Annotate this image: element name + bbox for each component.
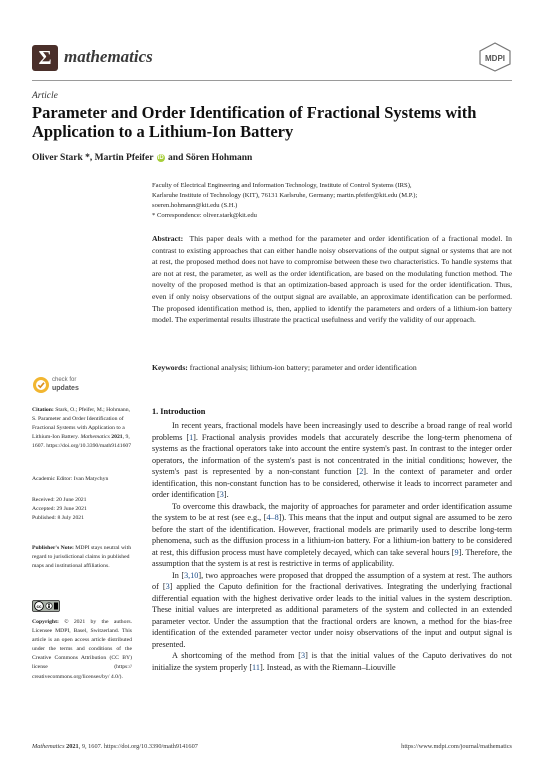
citation-link[interactable]: 1 bbox=[189, 432, 194, 442]
paragraph bbox=[152, 650, 512, 673]
body-text bbox=[152, 420, 512, 673]
authors-part-1[interactable]: Oliver Stark *, Martin Pfeifer bbox=[32, 153, 154, 163]
affiliation-line: soeren.hohmann@kit.edu (S.H.) bbox=[152, 202, 238, 209]
text-run: ], two approaches were proposed that dropped the assumption of a system at rest. The authors of [ bbox=[152, 570, 512, 591]
mdpi-logo-icon[interactable] bbox=[478, 42, 512, 72]
creative-commons-icon[interactable] bbox=[32, 600, 60, 612]
citation-label: Citation: bbox=[32, 407, 54, 413]
publisher-note bbox=[32, 544, 132, 571]
footer-citation bbox=[32, 743, 198, 750]
author-list bbox=[32, 153, 252, 163]
keywords-label: Keywords: bbox=[152, 363, 188, 372]
copyright-block bbox=[32, 618, 132, 682]
text-run: ] is that the initial values of the Caputo derivatives do not initialize the system properly [ bbox=[152, 651, 513, 672]
check-updates-icon bbox=[32, 376, 50, 394]
footer-journal: Mathematics bbox=[32, 743, 65, 750]
text-run: In [ bbox=[172, 570, 185, 580]
orcid-icon[interactable]: iD bbox=[157, 155, 164, 161]
paragraph bbox=[152, 570, 512, 651]
citation-link[interactable]: 4–8 bbox=[266, 513, 279, 522]
published-date: Published: 8 July 2021 bbox=[32, 515, 84, 522]
keywords-text: fractional analysis; lithium-ion battery; parameter and order identification bbox=[189, 363, 417, 372]
citation-doi[interactable]: , 9, 1607. https://doi.org/10.3390/math9141607 bbox=[32, 434, 132, 450]
citation-link[interactable]: 9 bbox=[454, 547, 459, 557]
citation-link[interactable]: 3 bbox=[301, 651, 306, 660]
text-run: ]. Therefore, the assumption that the system is at rest is restrictive in terms of applicability. bbox=[152, 547, 512, 568]
text-run: ]). This means that the input and output signal are assumed to be zero before the start of the identification. However, fractional models are primarily used to describe long-term phenomena, such as the diffusion process in a lithium-ion battery. For a lithium-ion battery to be considered at rest, this diffusion process must have completely decayed, which can take several hours [ bbox=[152, 513, 512, 557]
publisher-note-text: MDPI stays neutral with regard to jurisdictional claims in published maps and institutional affiliations. bbox=[32, 545, 132, 570]
journal-name[interactable]: mathematics bbox=[64, 47, 153, 66]
paper-title: Parameter and Order Identification of Fractional Systems with Application to a Lithium-Ion Battery bbox=[32, 103, 477, 141]
affiliations bbox=[152, 181, 512, 221]
text-run: ]. Fractional analysis provides models that accurately describe the long-term phenomena of systems as the fractional operators take into account the entire system's past. In contrast to the integer order operators, the information of the system's past is not concentrated in the initial conditions; however, the system's past is represented by a non-constant function [ bbox=[152, 432, 512, 476]
academic-editor: Academic Editor: Ivan Matychyn bbox=[32, 476, 109, 482]
check-updates-line1: check for bbox=[52, 377, 77, 383]
citation-year: 2021 bbox=[111, 434, 123, 441]
copyright-label: Copyright: bbox=[32, 619, 59, 625]
paragraph bbox=[152, 420, 512, 501]
abstract bbox=[152, 233, 512, 326]
affiliation-line: Karlsruhe Institute of Technology (KIT), 76131 Karlsruhe, Germany; martin.pfeifer@kit.edu (M.P.); bbox=[152, 192, 418, 199]
section-heading: 1. Introduction bbox=[152, 407, 206, 416]
citation-block bbox=[32, 406, 132, 451]
text-run: ]. In the context of parameter and order identification, this non-constant function has to be considered, otherwise it leads to incorrect parameter and order identification [ bbox=[152, 467, 512, 499]
publisher-note-label: Publisher's Note: bbox=[32, 545, 74, 551]
footer-doi[interactable]: , 9, 1607. https://doi.org/10.3390/math9141607 bbox=[78, 743, 198, 750]
citation-link[interactable]: 11 bbox=[252, 662, 260, 672]
journal-logo-icon: Σ bbox=[32, 45, 58, 71]
text-run: ]. Instead, as with the Riemann–Liouville bbox=[259, 662, 396, 672]
text-run: To overcome this drawback, the majority of approaches for parameter and order identification assume the system to be at rest (see e.g., [ bbox=[152, 501, 512, 522]
citation-link[interactable]: 3,10 bbox=[184, 570, 199, 580]
footer-year: 2021 bbox=[66, 743, 79, 750]
text-run: ] applied the Caputo definition for the fractional derivatives. Integrating the underlying fractional differential equation with the highest derivative order leads to the initial values in the system description. These initial values are interpreted as additional parameters of the system and collected in an extended parameter vector. Under the assumption that the fractional orders are known, a method for the bias-free identification of the extended parameter vector under noisy observations of the input and output signal is presented. bbox=[152, 582, 512, 649]
footer-journal-url[interactable]: https://www.mdpi.com/journal/mathematics bbox=[401, 743, 512, 750]
publication-dates bbox=[32, 496, 132, 523]
keywords bbox=[152, 363, 512, 372]
paragraph bbox=[152, 501, 512, 570]
copyright-text: © 2021 by the authors. Licensee MDPI, Basel, Switzerland. This article is an open access article distributed under the terms and conditions of the Creative Commons Attribution (CC BY) license (https:// creativecommons.org/licenses/by/ 4.0/). bbox=[32, 619, 132, 680]
text-run: A shortcoming of the method from [ bbox=[172, 651, 301, 660]
text-run: ]. bbox=[223, 490, 229, 499]
citation-journal: Mathematics bbox=[80, 434, 110, 441]
authors-part-2[interactable]: and Sören Hohmann bbox=[168, 153, 253, 163]
accepted-date: Accepted: 29 June 2021 bbox=[32, 506, 87, 513]
article-type: Article bbox=[32, 91, 58, 101]
citation-link[interactable]: 2 bbox=[359, 467, 364, 476]
mdpi-logo-text: MDPI bbox=[485, 54, 505, 63]
affiliation-line: Faculty of Electrical Engineering and Information Technology, Institute of Control Systems (IRS), bbox=[152, 182, 412, 189]
header-divider bbox=[32, 80, 512, 81]
check-updates-line2: updates bbox=[52, 385, 79, 392]
text-run: In recent years, fractional models have been increasingly used to describe a broad range of real world problems [ bbox=[152, 421, 512, 442]
citation-link[interactable]: 3 bbox=[219, 490, 224, 499]
abstract-label: Abstract: bbox=[152, 234, 184, 243]
cc-logo-text: cc bbox=[36, 603, 42, 609]
received-date: Received: 20 June 2021 bbox=[32, 497, 87, 503]
check-for-updates-badge[interactable] bbox=[32, 374, 112, 398]
citation-text: Stark, O.; Pfeifer, M.; Hohmann, S. Parameter and Order Identification of Fractional Systems with Application to a Lithium-Ion Battery. bbox=[32, 407, 131, 441]
correspondence-line: * Correspondence: oliver.stark@kit.edu bbox=[152, 212, 257, 219]
abstract-text: This paper deals with a method for the parameter and order identification of a fractional model. In contrast to existing approaches that can either handle noisy observations of the output signal or systems that are not at rest, the proposed method does not have to compromise between these two characteristics. To handle systems that are not at rest, the parameter, as well as the order identification, are based on the modulating function method. The novelty of the proposed method is that an optimization-based approach is used for the order identification. Thus, even if only noisy observations of the output signal are available, an approximate identification can be performed. The proposed identification method is, then, applied to identify the parameters and orders of a lithium-ion battery model. The experimental results illustrate the practical usefulness and verify the validity of our approach. bbox=[152, 234, 512, 325]
citation-link[interactable]: 3 bbox=[165, 582, 170, 591]
